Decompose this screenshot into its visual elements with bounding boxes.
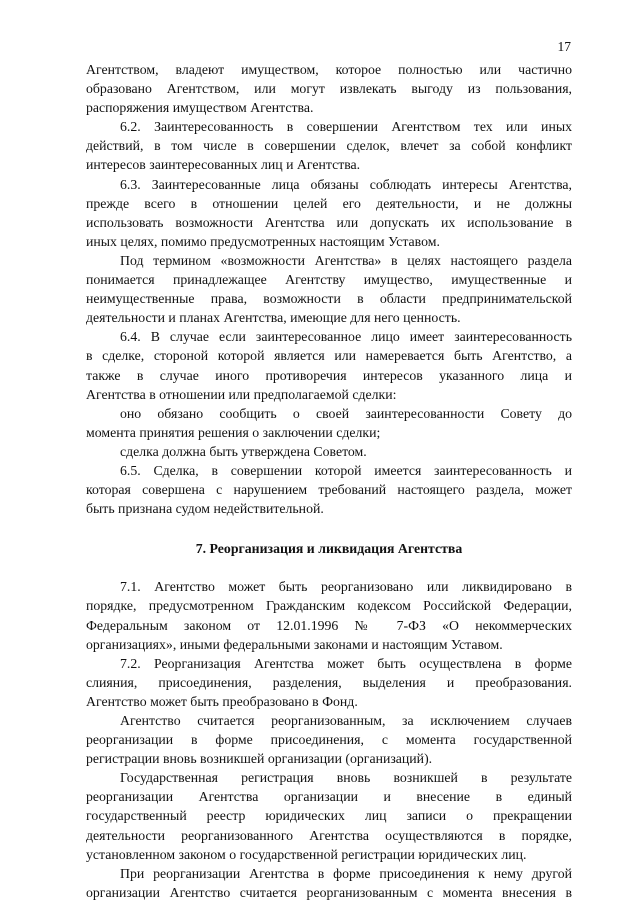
- text-line: которая совершена с нарушением требований настоящего раздела, может: [86, 482, 572, 498]
- paragraph-7-1: [86, 577, 572, 653]
- text-line: деятельности и планах Агентства, имеющие для него ценность.: [86, 310, 461, 326]
- text-line: образовано Агентством, или могут извлекать выгоду из пользования,: [86, 81, 572, 97]
- text-line: в сделке, стороной которой является или намеревается быть Агентство, а: [86, 348, 572, 364]
- text-line: Агентство считается реорганизованным, за исключением случаев: [120, 713, 572, 728]
- text-line: иных целях, помимо предусмотренных настоящим Уставом.: [86, 233, 440, 249]
- text-line: также в случае иного противоречия интересов указанного лица и: [86, 367, 572, 383]
- paragraph-6-4: [86, 327, 572, 403]
- text-line: 6.2. Заинтересованность в совершении Агентством тех или иных: [120, 119, 572, 135]
- text-line: государственный реестр юридических лиц записи о прекращении: [86, 808, 572, 824]
- paragraph-state-registration: [86, 768, 572, 863]
- text-line: деятельности реорганизованного Агентства осуществляются в порядке,: [86, 827, 572, 843]
- text-line: Агентство может быть преобразовано в Фонд.: [86, 693, 358, 709]
- paragraph-merger: [86, 864, 572, 902]
- text-line: реорганизации в форме присоединения, с момента государственной: [86, 732, 572, 748]
- text-line: 7.1. Агентство может быть реорганизовано или ликвидировано в: [120, 579, 572, 595]
- text-line: действий, в том числе в совершении сделок, влечет за собой конфликт: [86, 138, 572, 154]
- text-line: момента принятия решения о заключении сделки;: [86, 424, 381, 440]
- text-line: 6.4. В случае если заинтересованное лицо имеет заинтересованность: [120, 329, 572, 345]
- paragraph-6-2: [86, 117, 572, 174]
- text-line: быть признана судом недействительной.: [86, 501, 324, 517]
- paragraph-6-5: [86, 461, 572, 518]
- text-line: реорганизации Агентства организации и внесение в единый: [86, 789, 572, 805]
- text-line: неимущественные права, возможности в области предпринимательской: [86, 291, 572, 307]
- text-line: организациях», иными федеральными законами и настоящим Уставом.: [86, 636, 503, 652]
- text-line: интересов заинтересованных лиц и Агентства.: [86, 157, 361, 173]
- document-body: [86, 60, 572, 902]
- text-line: Федеральным законом от 12.01.1996 № 7-ФЗ «О некоммерческих: [86, 617, 572, 633]
- text-line: организации Агентство считается реорганизованным с момента внесения в: [86, 884, 572, 900]
- section-heading: 7. Реорганизация и ликвидация Агентства: [195, 541, 463, 557]
- text-line: 6.3. Заинтересованные лица обязаны соблюдать интересы Агентства,: [120, 176, 572, 192]
- page-number: 17: [557, 39, 571, 54]
- text-line: оно обязано сообщить о своей заинтересованности Совету до: [120, 405, 572, 421]
- paragraph-obligation-approve: [86, 442, 572, 461]
- paragraph-term-definition: [86, 251, 572, 327]
- text-line: использовать возможности Агентства или допускать их использование в: [86, 214, 572, 230]
- text-line: Агентства в отношении или предполагаемой сделки:: [86, 386, 397, 402]
- text-line: При реорганизации Агентства в форме присоединения к нему другой: [120, 865, 572, 881]
- text-line: 7.2. Реорганизация Агентства может быть осуществлена в форме: [120, 655, 572, 671]
- text-line: понимается принадлежащее Агентству имущество, имущественные и: [86, 272, 572, 288]
- paragraph-obligation-notify: [86, 404, 572, 442]
- text-line: слияния, присоединения, разделения, выделения и преобразования.: [86, 674, 572, 690]
- text-line: сделка должна быть утверждена Советом.: [120, 443, 367, 459]
- text-line: установленном законом о государственной регистрации юридических лиц.: [86, 846, 527, 862]
- paragraph-reorganized-moment: [86, 711, 572, 768]
- paragraph-continuation: [86, 60, 572, 117]
- text-line: прежде всего в отношении целей его деятельности, и не должны: [86, 195, 572, 211]
- text-line: 6.5. Сделка, в совершении которой имеется заинтересованность и: [120, 462, 572, 478]
- text-line: порядке, предусмотренном Гражданским кодексом Российской Федерации,: [86, 598, 572, 614]
- paragraph-6-3: [86, 175, 572, 251]
- text-line: регистрации вновь возникшей организации (организаций).: [86, 751, 433, 767]
- text-line: Государственная регистрация вновь возникшей в результате: [120, 770, 572, 786]
- paragraph-7-2: [86, 654, 572, 711]
- text-line: Агентством, владеют имуществом, которое полностью или частично: [86, 62, 572, 77]
- text-line: Под термином «возможности Агентства» в целях настоящего раздела: [120, 252, 572, 268]
- text-line: распоряжения имуществом Агентства.: [86, 100, 314, 116]
